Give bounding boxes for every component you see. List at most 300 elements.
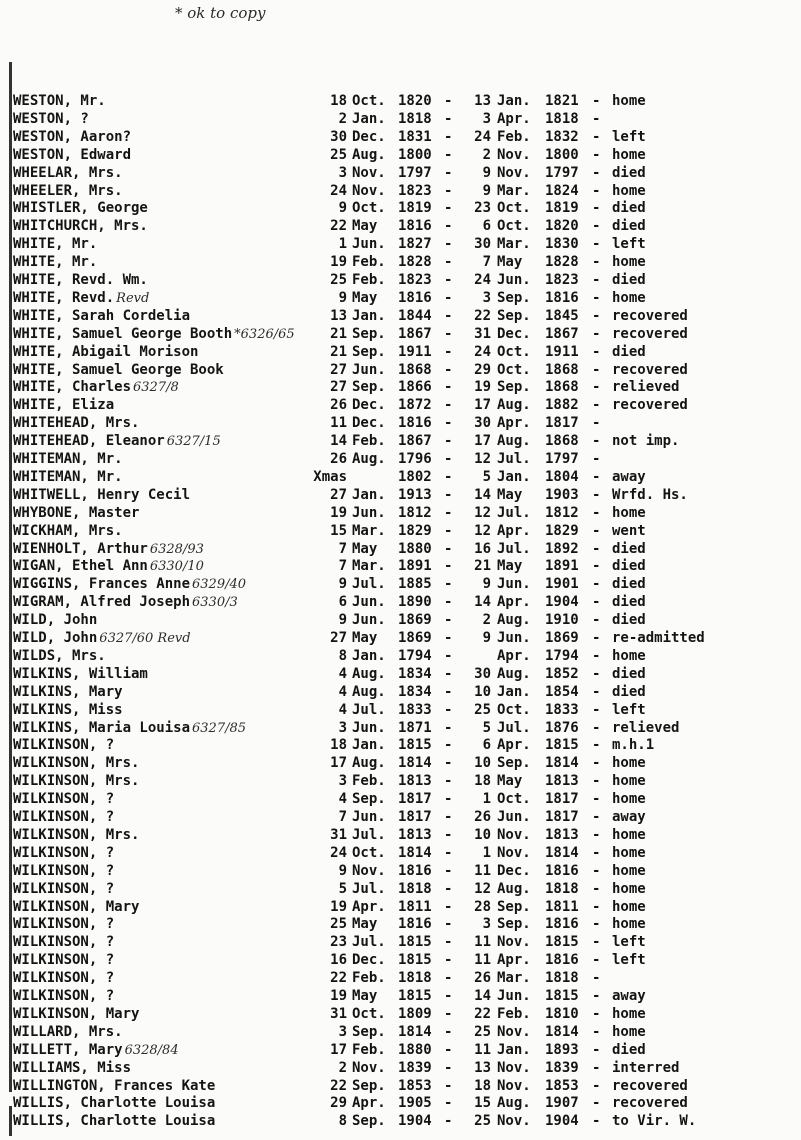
discharge-year: 1869	[545, 630, 579, 646]
admit-day: 9	[338, 576, 347, 593]
outcome-dash: -	[592, 361, 601, 378]
discharge-day: 5	[482, 719, 491, 736]
admit-month: Sep.	[352, 1077, 386, 1094]
discharge-day: 2	[482, 146, 491, 163]
name-cell	[13, 326, 295, 343]
discharge-month: Nov.	[497, 1059, 531, 1076]
admit-day: 11	[330, 415, 347, 432]
discharge-year: 1811	[545, 898, 579, 915]
discharge-year: 1815	[545, 988, 579, 1004]
date-range-dash: -	[444, 880, 453, 897]
entry-name: WHITEMAN, Mr.	[13, 451, 123, 467]
entry-outcome: recovered	[612, 1095, 688, 1112]
entry-outcome: home	[612, 880, 646, 897]
ledger-row	[0, 290, 801, 307]
entry-outcome: interred	[612, 1059, 680, 1076]
discharge-month: Apr.	[497, 415, 531, 432]
name-cell	[13, 541, 204, 558]
entry-name: WIGAN, Ethel Ann	[13, 558, 148, 575]
entry-name: WESTON, Aaron?	[13, 128, 132, 145]
admit-day: 27	[330, 379, 347, 396]
admit-year: 1802	[398, 468, 432, 485]
entry-outcome: went	[612, 522, 646, 539]
discharge-year: 1816	[545, 289, 579, 306]
discharge-month: Nov.	[497, 934, 531, 951]
admit-day: 24	[330, 844, 347, 861]
discharge-year: 1852	[545, 665, 579, 682]
entry-outcome: recovered	[612, 307, 688, 324]
admit-year: 1816	[398, 289, 432, 306]
outcome-dash: -	[592, 468, 601, 485]
admit-month: May	[352, 218, 378, 235]
admit-day: 2	[338, 110, 347, 127]
date-range-dash: -	[444, 791, 453, 808]
admit-day: 1	[338, 236, 347, 253]
ledger-row	[0, 594, 801, 611]
ledger-row	[0, 254, 801, 271]
date-range-dash: -	[444, 164, 453, 181]
handwritten-reference-note: 6328/93	[149, 541, 204, 557]
outcome-dash: -	[592, 218, 601, 235]
admit-year: 1844	[398, 307, 432, 324]
discharge-day: 12	[474, 504, 491, 521]
handwritten-reference-note: 6327/15	[166, 434, 221, 450]
name-cell	[13, 576, 246, 593]
discharge-month: Jun.	[497, 988, 531, 1004]
admit-year: 1819	[398, 200, 432, 217]
discharge-month: Apr.	[497, 594, 531, 611]
outcome-dash: -	[592, 504, 601, 521]
outcome-dash: -	[592, 254, 601, 271]
admit-day: 13	[330, 307, 347, 324]
entry-name: WHITE, Mr.	[13, 254, 98, 271]
admit-year: 1828	[398, 254, 432, 271]
admit-year: 1814	[398, 844, 432, 861]
date-range-dash: -	[444, 612, 453, 629]
outcome-dash: -	[592, 594, 601, 611]
entry-outcome: left	[612, 701, 646, 718]
admit-month: Jan.	[352, 307, 386, 324]
admit-month: Aug.	[352, 683, 386, 700]
ledger-row	[0, 523, 801, 540]
discharge-day: 12	[474, 451, 491, 467]
discharge-year: 1839	[545, 1059, 579, 1076]
ledger-row	[0, 379, 801, 396]
entry-name: WILKINS, William	[13, 665, 148, 682]
entry-outcome: home	[612, 791, 646, 808]
admit-month: Sep.	[352, 343, 386, 360]
discharge-day: 5	[482, 468, 491, 485]
handwritten-reference-note: 6330/3	[192, 595, 238, 611]
discharge-year: 1816	[545, 952, 579, 969]
discharge-day: 1	[482, 791, 491, 808]
discharge-month: Oct.	[497, 791, 531, 808]
ledger-row	[0, 308, 801, 325]
ledger-row	[0, 147, 801, 164]
outcome-dash: -	[592, 898, 601, 915]
ledger-row	[0, 236, 801, 253]
discharge-year: 1845	[545, 307, 579, 324]
admit-day: 4	[338, 683, 347, 700]
discharge-year: 1815	[545, 737, 579, 754]
ledger-row	[0, 737, 801, 754]
discharge-day: 11	[474, 934, 491, 951]
discharge-year: 1797	[545, 164, 579, 181]
discharge-year: 1812	[545, 504, 579, 521]
discharge-month: Jul.	[497, 504, 531, 521]
date-range-dash: -	[444, 254, 453, 271]
admit-month: Dec.	[352, 415, 386, 432]
entry-outcome: died	[612, 200, 646, 217]
date-range-dash: -	[444, 397, 453, 414]
entry-name: WHITE, Revd.	[13, 289, 115, 306]
discharge-year: 1867	[545, 325, 579, 342]
discharge-day: 10	[474, 683, 491, 700]
discharge-month: Aug.	[497, 397, 531, 414]
name-cell	[13, 433, 221, 450]
ledger-row	[0, 326, 801, 343]
discharge-month: Sep.	[497, 898, 531, 915]
ledger-row	[0, 433, 801, 450]
discharge-day: 19	[474, 379, 491, 396]
date-range-dash: -	[444, 146, 453, 163]
discharge-year: 1814	[545, 844, 579, 861]
discharge-day: 31	[474, 325, 491, 342]
date-range-dash: -	[444, 451, 453, 467]
date-range-dash: -	[444, 1113, 453, 1130]
discharge-month: Nov.	[497, 1113, 531, 1130]
handwritten-reference-note: *6326/65	[234, 326, 295, 342]
discharge-day: 23	[474, 200, 491, 217]
entry-outcome: away	[612, 988, 646, 1004]
discharge-day: 11	[474, 1041, 491, 1058]
ledger-row	[0, 505, 801, 522]
entry-outcome: home	[612, 254, 646, 271]
admit-month: Dec.	[352, 397, 386, 414]
outcome-dash: -	[592, 1041, 601, 1058]
ledger-row	[0, 1042, 801, 1059]
entry-name: WILKINSON, Mrs.	[13, 773, 140, 790]
discharge-month: Nov.	[497, 1023, 531, 1040]
discharge-month: Jun.	[497, 809, 531, 825]
date-range-dash: -	[444, 128, 453, 145]
admit-month: May	[352, 916, 378, 933]
discharge-month: Aug.	[497, 880, 531, 897]
admit-year: 1823	[398, 182, 432, 199]
admit-day: 27	[330, 486, 347, 503]
date-range-dash: -	[444, 289, 453, 306]
entry-outcome: died	[612, 272, 646, 288]
discharge-month: Nov.	[497, 1077, 531, 1094]
entry-outcome: relieved	[612, 379, 680, 396]
discharge-day: 11	[474, 952, 491, 969]
name-cell	[13, 1042, 179, 1059]
entry-outcome: recovered	[612, 397, 688, 414]
entry-name: WILLIS, Charlotte Louisa	[13, 1095, 216, 1112]
entry-outcome: home	[612, 844, 646, 861]
discharge-month: Sep.	[497, 307, 531, 324]
admit-day: 19	[330, 988, 347, 1004]
admit-year: 1827	[398, 236, 432, 253]
discharge-day: 9	[482, 576, 491, 593]
discharge-day: 22	[474, 1005, 491, 1022]
entry-outcome: relieved	[612, 719, 680, 736]
handwritten-reference-note: 6328/84	[124, 1042, 179, 1058]
discharge-month: Jun.	[497, 630, 531, 646]
discharge-year: 1794	[545, 647, 579, 664]
discharge-year: 1868	[545, 433, 579, 450]
discharge-day: 29	[474, 361, 491, 378]
outcome-dash: -	[592, 146, 601, 163]
date-range-dash: -	[444, 719, 453, 736]
discharge-day: 25	[474, 1023, 491, 1040]
entry-name: WHITE, Revd. Wm.	[13, 272, 148, 288]
discharge-year: 1876	[545, 719, 579, 736]
admit-year: 1797	[398, 164, 432, 181]
admit-day: 26	[330, 451, 347, 467]
entry-name: WHITE, Sarah Cordelia	[13, 307, 191, 324]
discharge-year: 1797	[545, 451, 579, 467]
admit-month: Jun.	[352, 719, 386, 736]
discharge-day: 30	[474, 236, 491, 253]
admit-month: Feb.	[352, 272, 386, 288]
outcome-dash: -	[592, 773, 601, 790]
ledger-row	[0, 863, 801, 880]
entry-outcome: home	[612, 182, 646, 199]
outcome-dash: -	[592, 844, 601, 861]
admit-year: 1813	[398, 826, 432, 843]
admit-year: 1815	[398, 988, 432, 1004]
admit-day: Xmas	[313, 468, 347, 485]
admit-year: 1816	[398, 415, 432, 432]
outcome-dash: -	[592, 289, 601, 306]
admit-year: 1814	[398, 755, 432, 772]
ledger-row	[0, 1078, 801, 1095]
date-range-dash: -	[444, 504, 453, 521]
admit-day: 27	[330, 361, 347, 378]
admit-day: 4	[338, 701, 347, 718]
admit-year: 1815	[398, 934, 432, 951]
entry-outcome: home	[612, 773, 646, 790]
entry-name: WHYBONE, Master	[13, 504, 140, 521]
entry-outcome: died	[612, 540, 646, 557]
discharge-day: 24	[474, 343, 491, 360]
entry-name: WILKINSON, ?	[13, 809, 115, 825]
ledger-row	[0, 988, 801, 1005]
entry-outcome: home	[612, 755, 646, 772]
admit-day: 5	[338, 880, 347, 897]
date-range-dash: -	[444, 934, 453, 951]
discharge-month: Dec.	[497, 862, 531, 879]
entry-name: WILKINSON, Mrs.	[13, 755, 140, 772]
outcome-dash: -	[592, 826, 601, 843]
admit-month: Oct.	[352, 1005, 386, 1022]
discharge-year: 1814	[545, 1023, 579, 1040]
admit-day: 4	[338, 791, 347, 808]
discharge-month: Mar.	[497, 182, 531, 199]
entry-name: WILD, John	[13, 630, 98, 646]
entry-outcome: died	[612, 1041, 646, 1058]
entry-outcome: home	[612, 504, 646, 521]
ledger-row	[0, 397, 801, 414]
discharge-day: 26	[474, 809, 491, 825]
admit-month: Jul.	[352, 576, 386, 593]
entry-name: WILKINSON, ?	[13, 862, 115, 879]
ledger-row	[0, 218, 801, 235]
handwritten-reference-note: 6329/40	[192, 577, 247, 593]
ledger-row	[0, 702, 801, 719]
admit-year: 1853	[398, 1077, 432, 1094]
discharge-month: Oct.	[497, 200, 531, 217]
outcome-dash: -	[592, 916, 601, 933]
discharge-year: 1810	[545, 1005, 579, 1022]
discharge-day: 3	[482, 916, 491, 933]
entry-outcome: died	[612, 594, 646, 611]
discharge-day: 14	[474, 988, 491, 1004]
outcome-dash: -	[592, 522, 601, 539]
discharge-year: 1824	[545, 182, 579, 199]
outcome-dash: -	[592, 325, 601, 342]
outcome-dash: -	[592, 200, 601, 217]
entry-name: WHITE, Eliza	[13, 397, 115, 414]
discharge-day: 12	[474, 522, 491, 539]
entry-name: WILLIAMS, Miss	[13, 1059, 132, 1076]
entry-outcome: died	[612, 683, 646, 700]
date-range-dash: -	[444, 1005, 453, 1022]
discharge-day: 26	[474, 970, 491, 987]
discharge-year: 1800	[545, 146, 579, 163]
discharge-month: May	[497, 254, 523, 271]
ledger-row	[0, 666, 801, 683]
admit-month: Apr.	[352, 1095, 386, 1112]
admit-month: May	[352, 289, 378, 306]
entry-name: WIGRAM, Alfred Joseph	[13, 594, 191, 611]
discharge-day: 24	[474, 128, 491, 145]
outcome-dash: -	[592, 809, 601, 825]
date-range-dash: -	[444, 916, 453, 933]
ledger-row	[0, 773, 801, 790]
entry-name: WILLIS, Charlotte Louisa	[13, 1113, 216, 1130]
admit-day: 9	[338, 200, 347, 217]
entry-outcome: home	[612, 862, 646, 879]
discharge-month: Mar.	[497, 236, 531, 253]
outcome-dash: -	[592, 1005, 601, 1022]
outcome-dash: -	[592, 1077, 601, 1094]
date-range-dash: -	[444, 558, 453, 575]
discharge-month: Nov.	[497, 844, 531, 861]
outcome-dash: -	[592, 540, 601, 557]
admit-day: 14	[330, 433, 347, 450]
admit-day: 25	[330, 916, 347, 933]
discharge-year: 1853	[545, 1077, 579, 1094]
ledger-row	[0, 344, 801, 361]
admit-month: Jul.	[352, 701, 386, 718]
admit-day: 29	[330, 1095, 347, 1112]
date-range-dash: -	[444, 988, 453, 1004]
date-range-dash: -	[444, 540, 453, 557]
outcome-dash: -	[592, 451, 601, 467]
admit-year: 1904	[398, 1113, 432, 1130]
date-range-dash: -	[444, 200, 453, 217]
outcome-dash: -	[592, 164, 601, 181]
admit-month: Feb.	[352, 433, 386, 450]
admit-year: 1816	[398, 916, 432, 933]
outcome-dash: -	[592, 791, 601, 808]
discharge-day: 12	[474, 880, 491, 897]
handwritten-header-annotation: * ok to copy	[175, 4, 266, 22]
entry-name: WILKINSON, ?	[13, 916, 115, 933]
outcome-dash: -	[592, 128, 601, 145]
ledger-row	[0, 720, 801, 737]
entry-name: WHITE, Mr.	[13, 236, 98, 253]
discharge-year: 1818	[545, 110, 579, 127]
entry-outcome: away	[612, 468, 646, 485]
entry-name: WILKINSON, Mary	[13, 898, 140, 915]
discharge-day: 16	[474, 540, 491, 557]
admit-year: 1831	[398, 128, 432, 145]
date-range-dash: -	[444, 1059, 453, 1076]
date-range-dash: -	[444, 415, 453, 432]
entry-name: WHITWELL, Henry Cecil	[13, 486, 191, 503]
entry-outcome: not imp.	[612, 433, 680, 450]
admit-month: Sep.	[352, 1113, 386, 1130]
ledger-row	[0, 1024, 801, 1041]
outcome-dash: -	[592, 970, 601, 987]
admit-month: Mar.	[352, 558, 386, 575]
date-range-dash: -	[444, 701, 453, 718]
discharge-month: Apr.	[497, 522, 531, 539]
admit-day: 3	[338, 719, 347, 736]
ledger-row	[0, 558, 801, 575]
admit-day: 15	[330, 522, 347, 539]
discharge-day: 30	[474, 415, 491, 432]
ledger-row	[0, 612, 801, 629]
admit-year: 1867	[398, 325, 432, 342]
date-range-dash: -	[444, 773, 453, 790]
entry-name: WILLETT, Mary	[13, 1041, 123, 1058]
admit-month: Apr.	[352, 898, 386, 915]
admit-year: 1815	[398, 737, 432, 754]
discharge-day: 13	[474, 93, 491, 109]
entry-name: WHITEHEAD, Mrs.	[13, 415, 140, 432]
ledger-row	[0, 415, 801, 432]
discharge-year: 1817	[545, 809, 579, 825]
admit-month: Dec.	[352, 128, 386, 145]
date-range-dash: -	[444, 379, 453, 396]
outcome-dash: -	[592, 110, 601, 127]
discharge-month: Feb.	[497, 128, 531, 145]
admit-day: 8	[338, 1113, 347, 1130]
date-range-dash: -	[444, 1023, 453, 1040]
admit-day: 7	[338, 540, 347, 557]
discharge-day: 7	[482, 254, 491, 271]
date-range-dash: -	[444, 970, 453, 987]
entry-name: WHITE, Abigail Morison	[13, 343, 199, 360]
entry-outcome: recovered	[612, 361, 688, 378]
admit-month: Dec.	[352, 952, 386, 969]
date-range-dash: -	[444, 218, 453, 235]
entry-name: WILKINSON, ?	[13, 737, 115, 754]
date-range-dash: -	[444, 1095, 453, 1112]
discharge-year: 1804	[545, 468, 579, 485]
outcome-dash: -	[592, 182, 601, 199]
admit-day: 9	[338, 862, 347, 879]
admit-year: 1811	[398, 898, 432, 915]
outcome-dash: -	[592, 272, 601, 288]
admit-day: 25	[330, 146, 347, 163]
name-cell	[13, 379, 179, 396]
discharge-year: 1903	[545, 486, 579, 503]
